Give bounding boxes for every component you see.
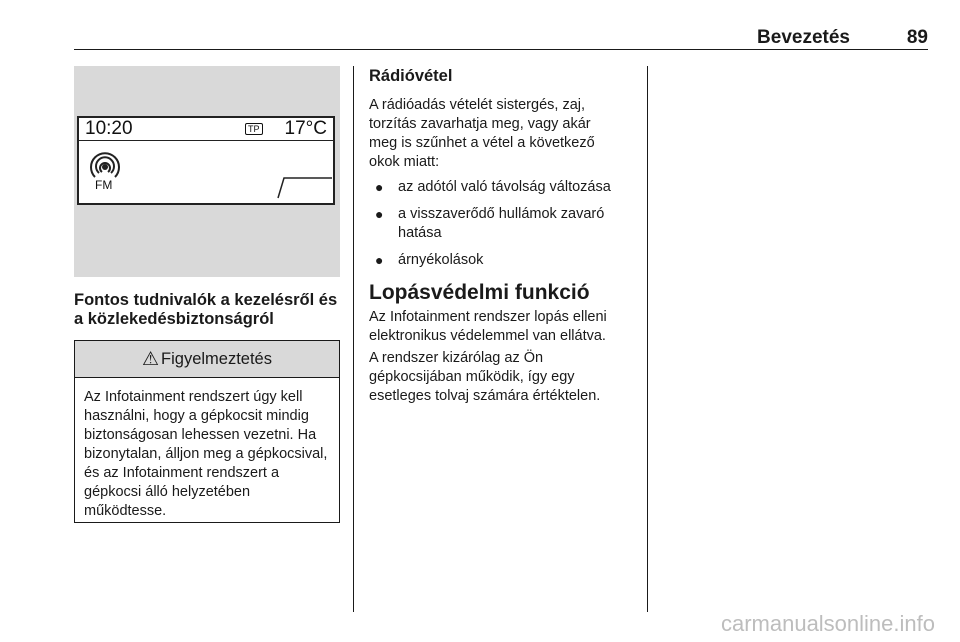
- anti-theft-heading: Lopásvédelmi funkció: [369, 281, 590, 304]
- radio-reception-text: A rádióadás vételét sistergés, zaj, torzítás zavarhatja meg, vagy akár meg is szűnhet a vétel a következő okok miatt:: [369, 97, 595, 170]
- page-number: 89: [906, 27, 928, 48]
- warning-text: Az Infotainment rendszert úgy kell használni, hogy a gépkocsit mindig biztonságosan lehessen vezetni. Ha bizonytalan, álljon meg a gépkocsival, és az Infotainment rendszert a gépkocsi álló helyzetében működtesse.: [84, 389, 328, 519]
- chapter-title: Bevezetés: [757, 27, 850, 48]
- list-item: ● a visszaverődő hullámok zavaró hatása: [375, 206, 605, 241]
- tp-indicator: TP: [245, 123, 263, 135]
- anti-theft-text: Az Infotainment rendszer lopás elleni elektronikus védelemmel van ellátva.: [369, 309, 607, 344]
- safety-heading: Fontos tudnivalók a kezelésről és a közlekedésbiztonságról: [74, 291, 338, 328]
- display-temperature: 17°C: [284, 118, 327, 139]
- list-item: ● árnyékolások: [375, 252, 484, 268]
- warning-box: [74, 340, 340, 523]
- warning-header: [75, 341, 339, 378]
- radio-reception-heading: Rádióvétel: [369, 67, 453, 85]
- band-label: FM: [95, 178, 113, 192]
- radio-waves-icon: [88, 150, 122, 180]
- display-time: 10:20: [85, 118, 133, 139]
- display-status-divider: [79, 140, 333, 141]
- display-level-line: [274, 170, 334, 200]
- header-divider: [74, 49, 928, 50]
- list-item: ● az adótól való távolság változása: [375, 179, 611, 195]
- warning-triangle-icon: ⚠: [141, 348, 160, 370]
- watermark: carmanualsonline.info: [720, 611, 935, 636]
- column-divider-right: [647, 66, 648, 612]
- warning-title: Figyelmeztetés: [161, 349, 272, 368]
- anti-theft-text-2: A rendszer kizárólag az Ön gépkocsijában működik, így egy esetleges tolvaj számára értéktelen.: [369, 350, 601, 404]
- column-divider-left: [353, 66, 354, 612]
- interference-causes-list: [369, 178, 641, 278]
